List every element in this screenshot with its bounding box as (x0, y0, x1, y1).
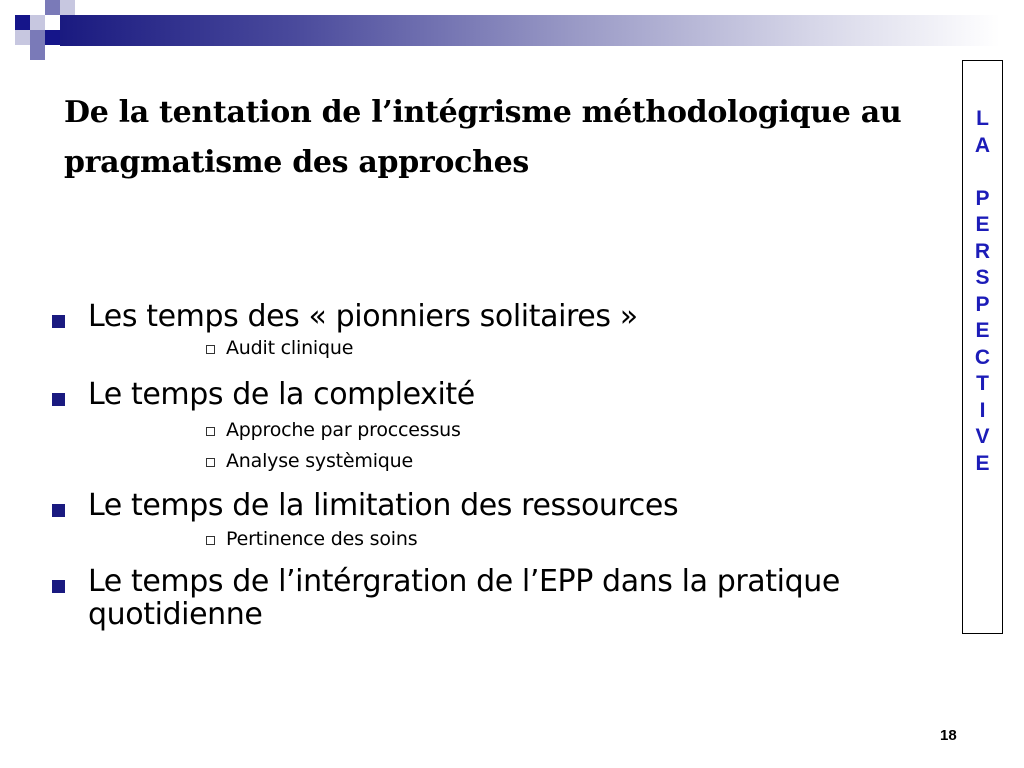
bullet-text: Le temps de la limitation des ressources (88, 488, 679, 523)
sub-list-item (48, 446, 948, 477)
slide-title: De la tentation de l’intégrisme méthodologique au pragmatisme des approches (64, 95, 902, 180)
decor-square (15, 15, 30, 30)
header-gradient-bar (60, 15, 1000, 46)
hollow-square-bullet-icon (206, 458, 215, 467)
decor-square (15, 30, 30, 45)
bullet-text: Le temps de l’intérgration de l’EPP dans la pratique quotidienne (88, 564, 840, 632)
decor-square (30, 15, 45, 30)
sub-list-item (48, 333, 948, 364)
square-bullet-icon (52, 580, 65, 593)
hollow-square-bullet-icon (206, 427, 215, 436)
list-item (48, 565, 948, 631)
hollow-square-bullet-icon (206, 345, 215, 354)
list-item (48, 489, 948, 522)
sub-bullet-text: Pertinence des soins (226, 528, 418, 550)
decor-square (30, 45, 45, 60)
list-item (48, 378, 948, 411)
sub-list-item (48, 524, 948, 555)
side-label-box (962, 60, 1003, 634)
decor-square (30, 30, 45, 45)
side-label: L A P E R S P E C T I V E (974, 107, 991, 475)
page-number: 18 (940, 727, 957, 744)
sub-list-item (48, 415, 948, 446)
decor-square (60, 0, 75, 15)
bullet-list (48, 300, 948, 631)
square-bullet-icon (52, 315, 65, 328)
list-item (48, 300, 948, 333)
hollow-square-bullet-icon (206, 536, 215, 545)
sub-bullet-text: Approche par proccessus (226, 419, 461, 441)
sub-bullet-text: Analyse systèmique (226, 450, 413, 472)
square-bullet-icon (52, 504, 65, 517)
decor-square (45, 0, 60, 15)
square-bullet-icon (52, 393, 65, 406)
decor-square (45, 30, 60, 45)
bullet-text: Les temps des « pionniers solitaires » (88, 299, 638, 334)
sub-bullet-text: Audit clinique (226, 337, 354, 359)
bullet-text: Le temps de la complexité (88, 377, 475, 412)
